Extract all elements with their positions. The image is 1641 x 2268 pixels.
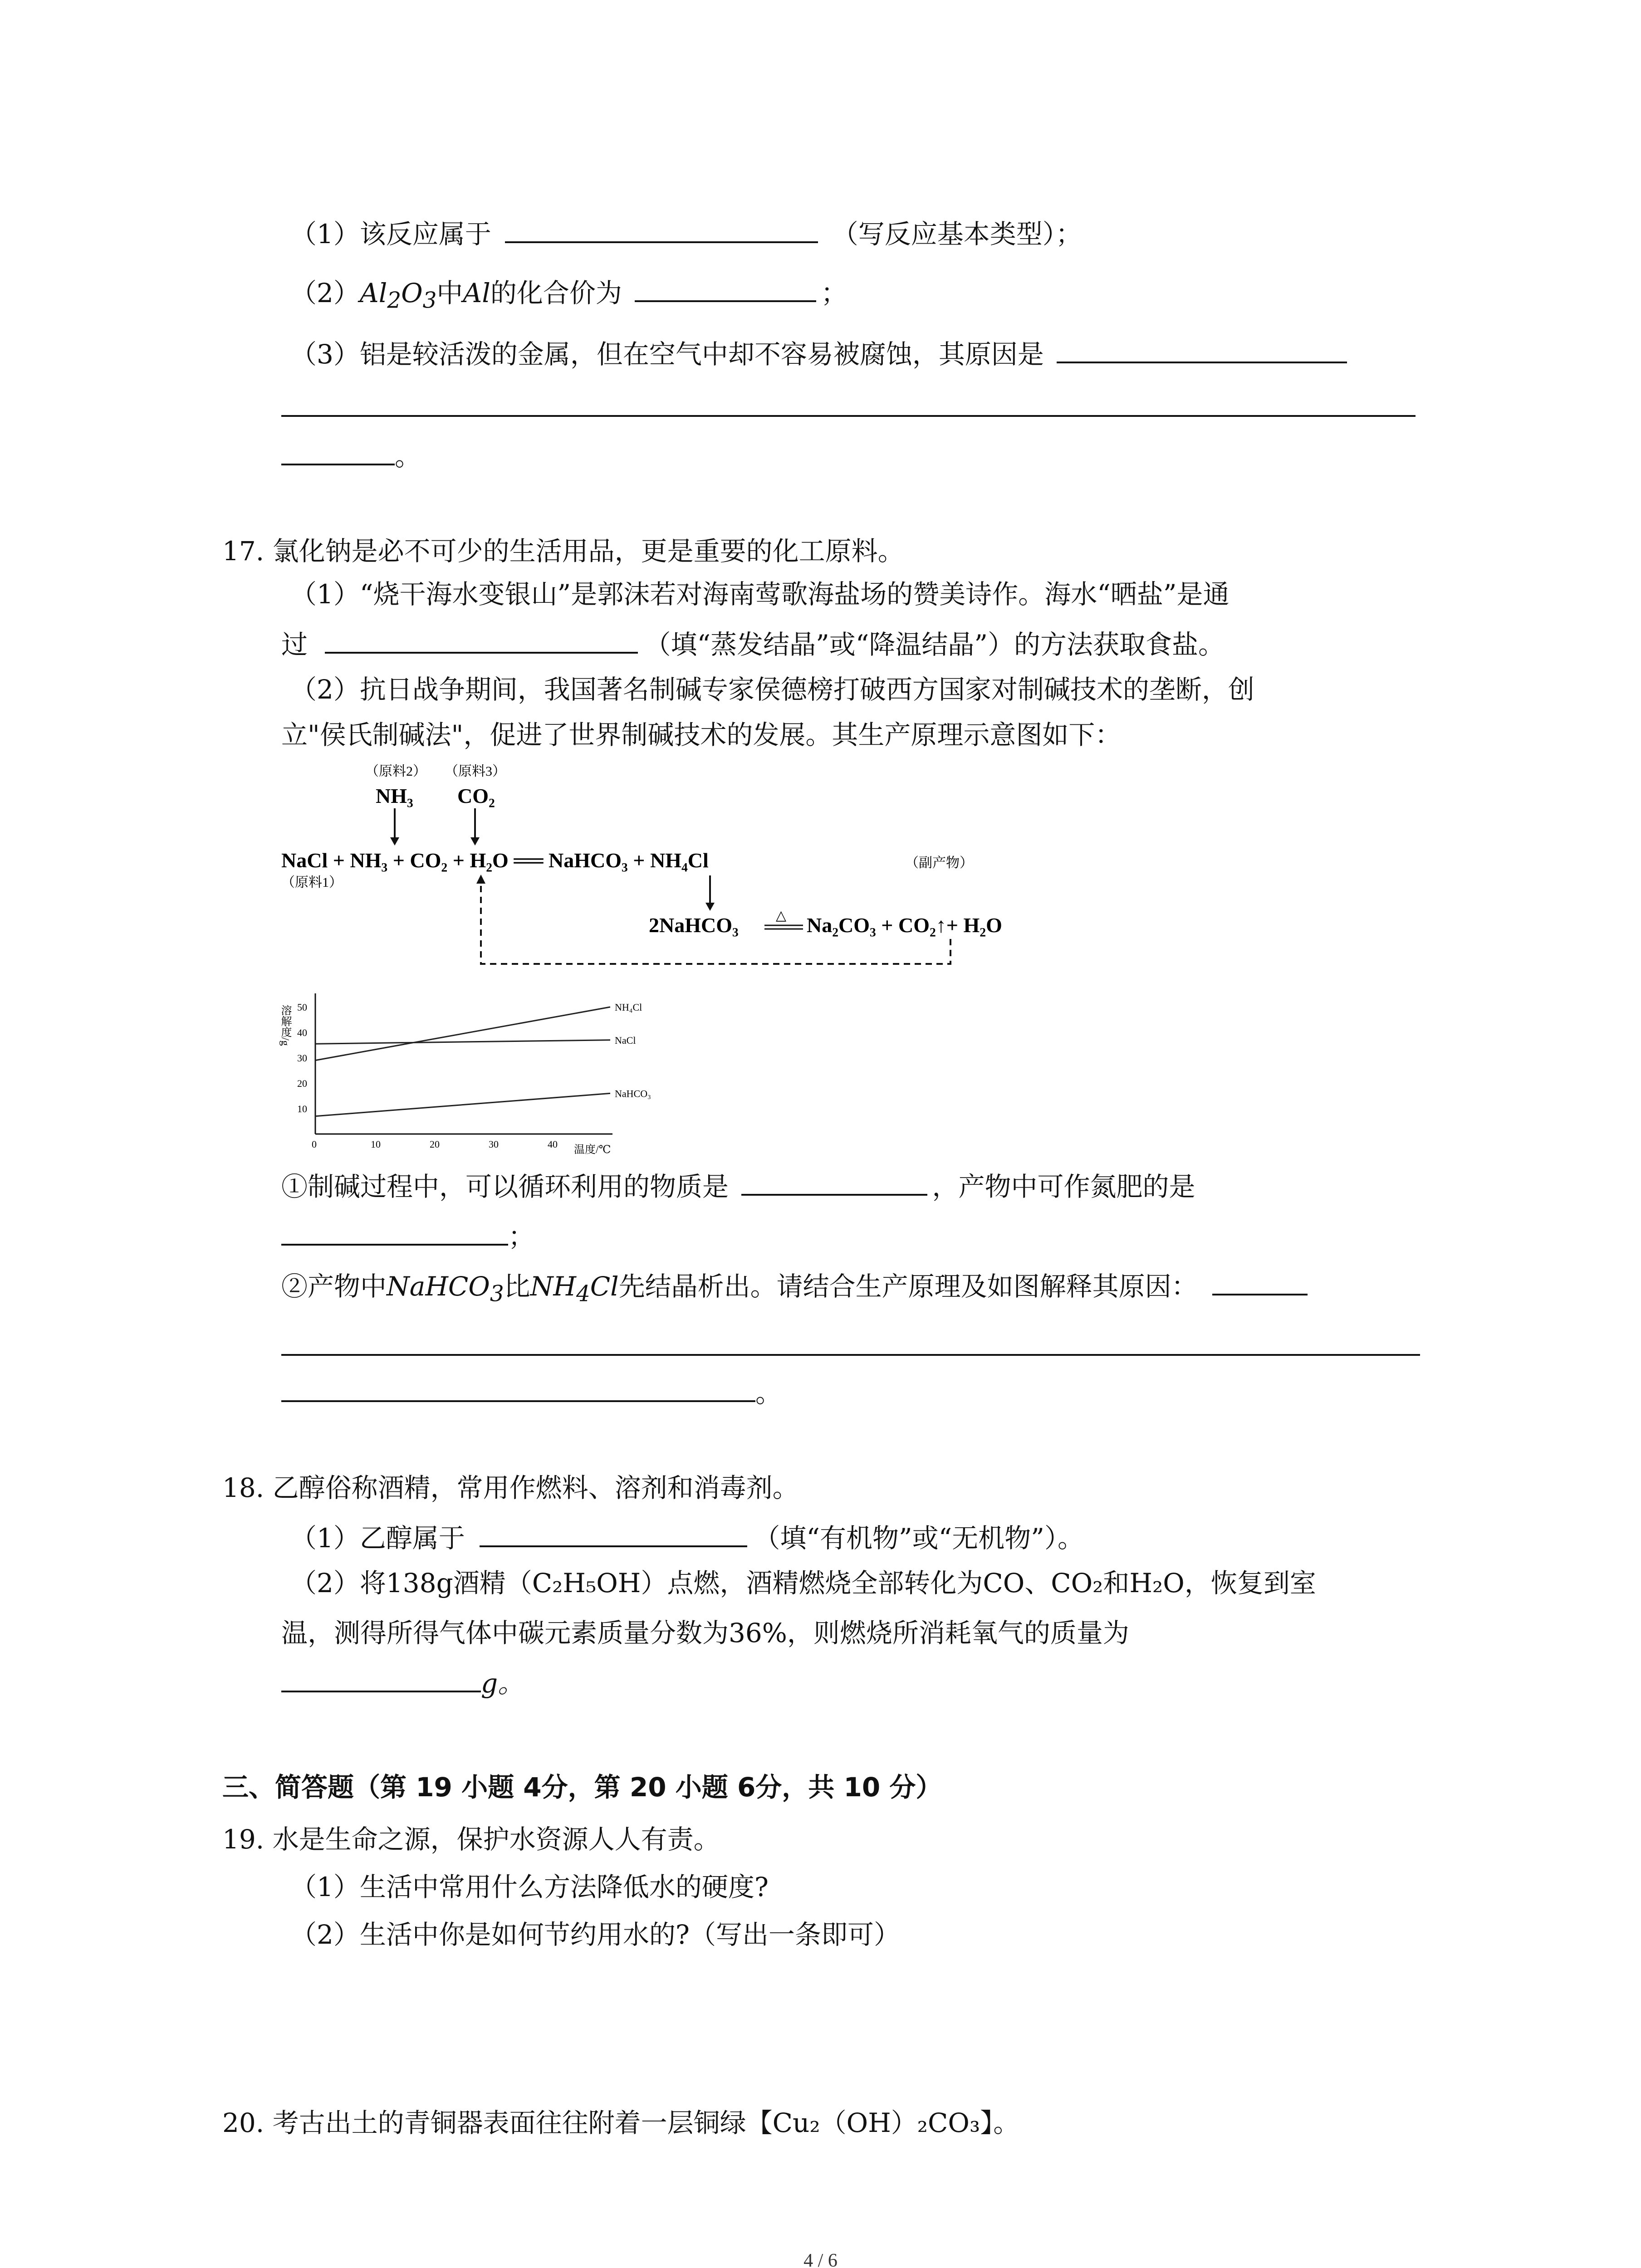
q17-q1-blank1[interactable] [741, 1166, 927, 1196]
q20-stem: 20. 考古出土的青铜器表面往往附着一层铜绿【Cu₂（OH）₂CO₃】。 [222, 2107, 1020, 2138]
y-tick-label: 30 [297, 1052, 307, 1064]
q17-q1-blank2[interactable] [281, 1216, 508, 1246]
main-equation: NaCl + NH₃ + CO₂ + H₂O ══ NaHCO₃ + NH₄Cl [281, 849, 709, 872]
q17-part1-line1: （1）“烧干海水变银山”是郭沫若对海南莺歌海盐场的赞美诗作。海水“晒盐”是通 [290, 579, 1230, 610]
q16-part2-text: 的化合价为 [490, 278, 622, 308]
q16-part1-suffix: （写反应基本类型）； [832, 219, 1082, 249]
q16-part3-cont [281, 435, 421, 474]
q16-part3-text: （3）铝是较活泼的金属，但在空气中却不容易被腐蚀，其原因是 [290, 339, 1044, 370]
q17-part1-suffix: （填“蒸发结晶”或“降温结晶”）的方法获取食盐。 [644, 629, 1225, 660]
q17-q1-cont [281, 1216, 534, 1255]
formula-sub: 4 [576, 1281, 590, 1307]
formula-al-element: Al [463, 278, 490, 308]
x-axis-label: 温度/℃ [574, 1144, 611, 1156]
nh3-input: NH₃ [376, 784, 413, 807]
formula-nh4cl [530, 1271, 619, 1307]
series-lines [315, 1002, 651, 1116]
q16-part2 [290, 272, 847, 319]
q16-part1-text: （1）该反应属于 [290, 219, 491, 249]
byproduct-label: （副产物） [905, 855, 973, 870]
q19-stem: 19. 水是生命之源，保护水资源人人有责。 [222, 1824, 720, 1855]
x-tick-label: 0 [312, 1139, 317, 1150]
q16-part1 [290, 213, 1082, 252]
q18-part2-line1: （2）将138g酒精（C₂H₅OH）点燃，酒精燃烧全部转化为CO、CO₂和H₂O，恢复到室 [290, 1568, 1316, 1598]
q19-part1: （1）生活中常用什么方法降低水的硬度? [290, 1872, 769, 1902]
x-tick-label: 10 [371, 1139, 381, 1150]
recycle-arrowhead [476, 875, 485, 884]
q17-stem: 17. 氯化钠是必不可少的生活用品，更是重要的化工原料。 [222, 536, 904, 567]
q16-part2-end: ； [821, 278, 847, 308]
q18-part2-line3 [281, 1662, 524, 1701]
q18-part1-text: （1）乙醇属于 [290, 1523, 465, 1554]
q17-q2-mid: 比 [504, 1271, 530, 1302]
process-diagram [272, 762, 1089, 980]
raw-material-2-label: （原料2） [365, 764, 426, 779]
q16-part3-end: 。 [395, 441, 421, 472]
q17-q1-text2: ，产物中可作氮肥的是 [932, 1171, 1195, 1202]
q17-q2-text2: 先结晶析出。请结合生产原理及如图解释其原因： [618, 1271, 1198, 1302]
series-line [315, 1040, 610, 1044]
y-tick-label: 50 [297, 1002, 307, 1013]
series-line [315, 1093, 610, 1116]
decompose-reactant: 2NaHCO₃ [649, 914, 739, 937]
section-3-title: 三、简答题（第 19 小题 4分，第 20 小题 6分，共 10 分） [222, 1772, 942, 1803]
y-tick-label: 10 [297, 1103, 307, 1114]
solubility-chart [272, 984, 681, 1166]
q18-part1-suffix: （填“有机物”或“无机物”）。 [754, 1523, 1084, 1554]
q16-part1-blank[interactable] [505, 213, 818, 243]
q17-q2-blank[interactable] [1212, 1266, 1308, 1295]
q17-q2-cont [281, 1372, 782, 1411]
q19-part2: （2）生活中你是如何节约用水的?（写出一条即可） [290, 1919, 900, 1950]
q17-part2-line1: （2）抗日战争期间，我国著名制碱专家侯德榜打破西方国家对制碱技术的垄断，创 [290, 674, 1254, 705]
y-tick-label: 20 [297, 1078, 307, 1089]
q18-unit: g。 [481, 1668, 524, 1699]
q17-q1-text: ①制碱过程中，可以循环利用的物质是 [281, 1171, 729, 1202]
nh3-arrowhead [390, 837, 399, 846]
formula-part: Cl [590, 1271, 619, 1302]
formula-part: NaHCO [387, 1271, 490, 1302]
q17-part1-blank[interactable] [325, 624, 638, 654]
q17-q2-blank-end[interactable] [281, 1372, 755, 1402]
q17-part2-line2: 立"侯氏制碱法"，促进了世界制碱技术的发展。其生产原理示意图如下： [281, 719, 1122, 750]
raw-material-3-label: （原料3） [445, 764, 506, 779]
series-label: NaCl [615, 1034, 636, 1046]
formula-o: O [401, 278, 423, 308]
co2-input: CO₂ [457, 784, 495, 807]
co2-arrowhead [470, 837, 480, 846]
q18-part1 [290, 1517, 1084, 1556]
q16-part2-label: （2） [290, 278, 360, 308]
q17-part1-line2 [281, 624, 1225, 663]
q17-q1 [281, 1166, 1195, 1205]
q16-part3 [290, 333, 1347, 372]
q16-part2-blank[interactable] [635, 272, 816, 302]
series-label: NH₄Cl [615, 1002, 642, 1013]
page-number: 4 / 6 [803, 2250, 838, 2268]
series-label: NaHCO₃ [615, 1088, 651, 1100]
q17-q2-text: ②产物中 [281, 1271, 387, 1302]
q18-part2-blank[interactable] [281, 1662, 481, 1692]
x-tick-label: 20 [430, 1139, 440, 1150]
formula-sub: 2 [387, 288, 402, 313]
q16-part3-blank-end[interactable] [281, 435, 395, 465]
x-tick-label: 30 [489, 1139, 499, 1150]
formula-al: Al [359, 278, 387, 308]
q17-answer-line[interactable] [281, 1354, 1420, 1356]
q16-part2-mid: 中 [436, 278, 463, 308]
raw-material-1-label: （原料1） [281, 875, 343, 890]
series-line [315, 1007, 610, 1061]
y-axis-label: 溶解度/g [279, 1005, 291, 1046]
q16-part3-blank[interactable] [1057, 333, 1347, 363]
q17-q1-end: ； [508, 1221, 535, 1252]
decompose-products: Na₂CO₃ + CO₂↑+ H₂O [807, 914, 1002, 937]
decompose-arrowhead [705, 903, 715, 911]
formula-sub: 3 [422, 288, 437, 313]
heat-symbol: △ [776, 908, 787, 923]
q18-part1-blank[interactable] [480, 1517, 747, 1547]
formula-al2o3 [359, 278, 437, 313]
q16-answer-line[interactable] [281, 415, 1416, 417]
formula-part: NH [530, 1271, 576, 1302]
formula-nahco3 [387, 1271, 504, 1307]
q17-part1-prefix: 过 [281, 629, 308, 660]
q17-q2-end: 。 [755, 1378, 782, 1408]
formula-sub: 3 [490, 1281, 504, 1307]
q18-part2-line2: 温，测得所得气体中碳元素质量分数为36%，则燃烧所消耗氧气的质量为 [281, 1618, 1129, 1648]
q17-q2 [281, 1266, 1308, 1312]
y-tick-label: 40 [297, 1027, 307, 1038]
x-tick-label: 40 [548, 1139, 558, 1150]
q18-stem: 18. 乙醇俗称酒精，常用作燃料、溶剂和消毒剂。 [222, 1472, 799, 1503]
